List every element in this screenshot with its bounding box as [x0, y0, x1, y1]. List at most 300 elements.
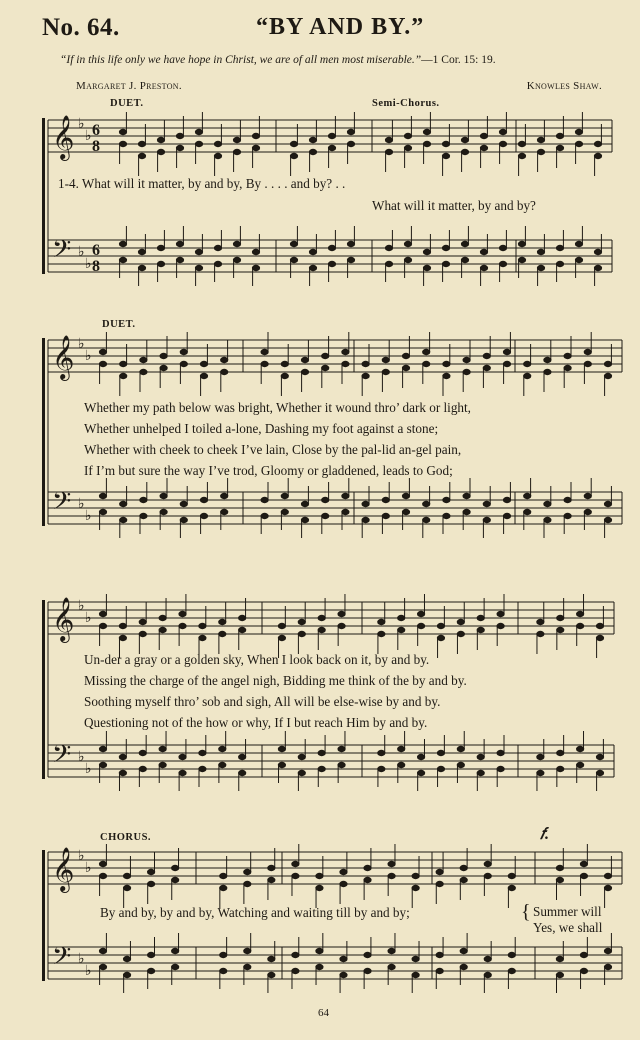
- note-head: [268, 865, 275, 870]
- note-head: [179, 770, 186, 775]
- note-head: [340, 869, 347, 874]
- dynamic-marking: 𝑓.: [540, 826, 549, 843]
- note-head: [596, 754, 603, 759]
- note-head: [278, 623, 285, 628]
- note-head: [322, 365, 329, 370]
- note-head: [423, 141, 430, 146]
- note-head: [537, 619, 544, 624]
- note-head: [301, 369, 308, 374]
- flat-icon: ♭: [78, 496, 85, 512]
- note-head: [120, 361, 127, 366]
- note-head: [292, 873, 299, 878]
- note-head: [584, 361, 591, 366]
- note-head: [316, 885, 323, 890]
- note-head: [604, 501, 611, 506]
- flat-icon: ♭: [85, 256, 92, 272]
- note-head: [604, 948, 611, 953]
- note-head: [503, 361, 510, 366]
- note-head: [362, 501, 369, 506]
- note-head: [214, 153, 221, 158]
- note-head: [172, 964, 179, 969]
- note-head: [220, 873, 227, 878]
- note-head: [442, 261, 449, 266]
- note-head: [460, 948, 467, 953]
- note-head: [139, 619, 146, 624]
- note-head: [179, 623, 186, 628]
- note-head: [508, 885, 515, 890]
- note-head: [378, 750, 385, 755]
- note-head: [261, 497, 268, 502]
- note-head: [316, 964, 323, 969]
- note-head: [180, 501, 187, 506]
- composer: Knowles Shaw.: [526, 80, 602, 92]
- note-head: [480, 249, 487, 254]
- note-head: [99, 493, 106, 498]
- note-head: [499, 129, 506, 134]
- note-head: [99, 509, 106, 514]
- note-head: [557, 766, 564, 771]
- note-head: [140, 369, 147, 374]
- note-head: [404, 241, 411, 246]
- time-signature-bottom: 8: [92, 258, 100, 275]
- epigraph-reference: —1 Cor. 15: 19.: [421, 54, 496, 66]
- note-head: [575, 257, 582, 262]
- note-head: [477, 754, 484, 759]
- label-duet-2: DUET.: [102, 319, 136, 330]
- note-head: [140, 513, 147, 518]
- lyric-system1-line2: What will it matter, by and by?: [372, 198, 536, 213]
- note-head: [423, 501, 430, 506]
- bass-clef-icon: 𝄢: [52, 942, 72, 977]
- note-head: [292, 861, 299, 866]
- note-head: [233, 257, 240, 262]
- note-head: [584, 493, 591, 498]
- note-head: [199, 635, 206, 640]
- note-head: [99, 861, 106, 866]
- note-head: [281, 361, 288, 366]
- note-head: [119, 623, 126, 628]
- note-head: [239, 627, 246, 632]
- note-head: [524, 509, 531, 514]
- note-head: [328, 133, 335, 138]
- note-head: [252, 249, 259, 254]
- note-head: [463, 493, 470, 498]
- note-head: [580, 873, 587, 878]
- lyric-system3-verse4: Questioning not of the how or why, If I but reach Him by and by.: [84, 715, 428, 730]
- note-head: [120, 517, 127, 522]
- note-head: [423, 249, 430, 254]
- note-head: [157, 245, 164, 250]
- note-head: [214, 261, 221, 266]
- flat-icon: ♭: [78, 116, 85, 132]
- note-head: [544, 369, 551, 374]
- note-head: [557, 627, 564, 632]
- note-head: [461, 257, 468, 262]
- bass-clef-icon: 𝄢: [52, 487, 72, 522]
- note-head: [292, 952, 299, 957]
- note-head: [99, 623, 106, 628]
- note-head: [268, 972, 275, 977]
- note-head: [244, 964, 251, 969]
- system-bracket: [42, 338, 45, 526]
- note-head: [219, 746, 226, 751]
- note-head: [157, 149, 164, 154]
- note-head: [138, 153, 145, 158]
- note-head: [219, 619, 226, 624]
- note-head: [261, 361, 268, 366]
- label-duet-1: DUET.: [110, 98, 144, 109]
- note-head: [239, 754, 246, 759]
- note-head: [244, 881, 251, 886]
- note-head: [221, 357, 228, 362]
- note-head: [342, 493, 349, 498]
- note-head: [518, 141, 525, 146]
- note-head: [318, 750, 325, 755]
- epigraph-text: “If in this life only we have hope in Christ, we are of all men most miserable.”: [60, 54, 422, 66]
- note-head: [461, 149, 468, 154]
- note-head: [290, 257, 297, 262]
- note-head: [221, 493, 228, 498]
- note-head: [537, 754, 544, 759]
- note-head: [483, 353, 490, 358]
- note-head: [338, 611, 345, 616]
- note-head: [195, 141, 202, 146]
- note-head: [119, 241, 126, 246]
- note-head: [508, 952, 515, 957]
- page-number: 64: [318, 1007, 329, 1019]
- flat-icon: ♭: [78, 244, 85, 260]
- note-head: [322, 513, 329, 518]
- note-head: [221, 509, 228, 514]
- note-head: [461, 137, 468, 142]
- note-head: [484, 972, 491, 977]
- flat-icon: ♭: [78, 598, 85, 614]
- note-head: [309, 149, 316, 154]
- lyric-system2-verse1: Whether my path below was bright, Whether it wound thro’ dark or light,: [84, 400, 471, 415]
- note-head: [457, 762, 464, 767]
- note-head: [564, 365, 571, 370]
- note-head: [575, 141, 582, 146]
- note-head: [160, 365, 167, 370]
- note-head: [388, 948, 395, 953]
- note-head: [220, 952, 227, 957]
- note-head: [298, 770, 305, 775]
- flat-icon: ♭: [85, 761, 92, 777]
- note-head: [596, 635, 603, 640]
- note-head: [342, 361, 349, 366]
- note-head: [147, 881, 154, 886]
- note-head: [596, 623, 603, 628]
- note-head: [123, 885, 130, 890]
- note-head: [292, 968, 299, 973]
- note-head: [347, 129, 354, 134]
- note-head: [503, 513, 510, 518]
- note-head: [537, 249, 544, 254]
- note-head: [172, 948, 179, 953]
- note-head: [347, 241, 354, 246]
- note-head: [484, 956, 491, 961]
- note-head: [301, 501, 308, 506]
- note-head: [388, 873, 395, 878]
- note-head: [99, 948, 106, 953]
- note-head: [338, 762, 345, 767]
- note-head: [362, 361, 369, 366]
- note-head: [423, 349, 430, 354]
- note-head: [594, 141, 601, 146]
- note-head: [139, 631, 146, 636]
- note-head: [180, 517, 187, 522]
- lyric-brace: {: [521, 901, 531, 923]
- note-head: [233, 241, 240, 246]
- note-head: [179, 754, 186, 759]
- treble-clef-icon: 𝄞: [52, 847, 75, 891]
- flat-icon: ♭: [85, 963, 92, 979]
- note-head: [437, 766, 444, 771]
- note-head: [378, 619, 385, 624]
- note-head: [457, 619, 464, 624]
- note-head: [537, 149, 544, 154]
- note-head: [342, 349, 349, 354]
- note-head: [398, 627, 405, 632]
- note-head: [385, 261, 392, 266]
- note-head: [157, 261, 164, 266]
- note-head: [239, 770, 246, 775]
- note-head: [119, 754, 126, 759]
- note-head: [200, 373, 207, 378]
- note-head: [199, 750, 206, 755]
- note-head: [423, 129, 430, 134]
- note-head: [176, 145, 183, 150]
- note-head: [220, 968, 227, 973]
- flat-icon: ♭: [78, 336, 85, 352]
- note-head: [378, 766, 385, 771]
- note-head: [497, 766, 504, 771]
- note-head: [214, 245, 221, 250]
- bass-clef-icon: 𝄢: [52, 235, 72, 270]
- note-head: [239, 615, 246, 620]
- note-head: [483, 501, 490, 506]
- note-head: [385, 245, 392, 250]
- note-head: [604, 517, 611, 522]
- note-head: [463, 357, 470, 362]
- note-head: [340, 956, 347, 961]
- note-head: [537, 770, 544, 775]
- note-head: [437, 623, 444, 628]
- note-head: [123, 956, 130, 961]
- lyric-system3-verse3: Soothing myself thro’ sob and sigh, All will be else-wise by and by.: [84, 694, 441, 709]
- note-head: [119, 635, 126, 640]
- flat-icon: ♭: [78, 848, 85, 864]
- note-head: [580, 968, 587, 973]
- note-head: [584, 509, 591, 514]
- note-head: [417, 623, 424, 628]
- note-head: [518, 257, 525, 262]
- note-head: [281, 373, 288, 378]
- note-head: [290, 141, 297, 146]
- note-head: [318, 627, 325, 632]
- note-head: [281, 509, 288, 514]
- note-head: [577, 611, 584, 616]
- note-head: [483, 365, 490, 370]
- note-head: [537, 265, 544, 270]
- note-head: [499, 245, 506, 250]
- note-head: [119, 129, 126, 134]
- note-head: [423, 517, 430, 522]
- note-head: [233, 137, 240, 142]
- note-head: [557, 750, 564, 755]
- note-head: [480, 265, 487, 270]
- treble-clef-icon: 𝄞: [52, 115, 75, 159]
- time-signature-top: 6: [92, 242, 100, 259]
- note-head: [120, 501, 127, 506]
- note-head: [442, 245, 449, 250]
- note-head: [556, 261, 563, 266]
- note-head: [160, 509, 167, 514]
- note-head: [508, 873, 515, 878]
- label-semi-chorus: Semi-Chorus.: [372, 98, 440, 109]
- note-head: [382, 357, 389, 362]
- hymn-number: No. 64.: [42, 14, 120, 41]
- note-head: [176, 241, 183, 246]
- note-head: [461, 241, 468, 246]
- note-head: [544, 517, 551, 522]
- note-head: [120, 373, 127, 378]
- lyric-system1-line1: 1-4. What will it matter, by and by, By . . . . and by? . .: [58, 176, 346, 191]
- note-head: [436, 869, 443, 874]
- note-head: [584, 349, 591, 354]
- note-head: [556, 245, 563, 250]
- note-head: [278, 762, 285, 767]
- note-head: [221, 369, 228, 374]
- note-head: [436, 881, 443, 886]
- lyric-system2-verse3: Whether with cheek to cheek I’ve lain, Close by the pal-lid an-gel pain,: [84, 442, 462, 457]
- note-head: [604, 964, 611, 969]
- note-head: [322, 497, 329, 502]
- note-head: [290, 241, 297, 246]
- note-head: [537, 631, 544, 636]
- note-head: [252, 265, 259, 270]
- note-head: [119, 141, 126, 146]
- note-head: [402, 365, 409, 370]
- time-signature-top: 6: [92, 122, 100, 139]
- flat-icon: ♭: [78, 749, 85, 765]
- note-head: [147, 952, 154, 957]
- note-head: [398, 615, 405, 620]
- note-head: [457, 631, 464, 636]
- note-head: [138, 265, 145, 270]
- note-head: [402, 353, 409, 358]
- note-head: [443, 361, 450, 366]
- note-head: [309, 137, 316, 142]
- flat-icon: ♭: [85, 348, 92, 364]
- note-head: [157, 137, 164, 142]
- label-chorus: CHORUS.: [100, 832, 152, 843]
- note-head: [518, 241, 525, 246]
- note-head: [460, 877, 467, 882]
- note-head: [575, 129, 582, 134]
- note-head: [147, 968, 154, 973]
- note-head: [298, 754, 305, 759]
- note-head: [604, 885, 611, 890]
- flat-icon: ♭: [85, 508, 92, 524]
- note-head: [281, 493, 288, 498]
- flat-icon: ♭: [85, 610, 92, 626]
- note-head: [159, 762, 166, 767]
- note-head: [564, 497, 571, 502]
- note-head: [159, 615, 166, 620]
- note-head: [382, 369, 389, 374]
- note-head: [119, 770, 126, 775]
- note-head: [340, 972, 347, 977]
- note-head: [412, 972, 419, 977]
- note-head: [575, 241, 582, 246]
- note-head: [437, 635, 444, 640]
- note-head: [417, 611, 424, 616]
- note-head: [443, 497, 450, 502]
- note-head: [385, 149, 392, 154]
- note-head: [244, 948, 251, 953]
- note-head: [200, 513, 207, 518]
- note-head: [301, 517, 308, 522]
- note-head: [544, 357, 551, 362]
- note-head: [219, 631, 226, 636]
- note-head: [594, 249, 601, 254]
- note-head: [398, 746, 405, 751]
- note-head: [200, 497, 207, 502]
- note-head: [457, 746, 464, 751]
- system-bracket: [42, 850, 45, 981]
- note-head: [556, 877, 563, 882]
- note-head: [484, 861, 491, 866]
- note-head: [172, 877, 179, 882]
- note-head: [544, 501, 551, 506]
- note-head: [398, 762, 405, 767]
- note-head: [402, 509, 409, 514]
- note-head: [483, 517, 490, 522]
- note-head: [199, 623, 206, 628]
- note-head: [99, 762, 106, 767]
- lyric-system3-verse2: Missing the charge of the angel nigh, Bidding me think of the by and by.: [84, 673, 467, 688]
- note-head: [338, 746, 345, 751]
- note-head: [577, 746, 584, 751]
- note-head: [301, 357, 308, 362]
- note-head: [497, 611, 504, 616]
- note-head: [382, 497, 389, 502]
- note-head: [244, 869, 251, 874]
- note-head: [347, 257, 354, 262]
- note-head: [594, 153, 601, 158]
- note-head: [195, 129, 202, 134]
- note-head: [436, 968, 443, 973]
- note-head: [322, 353, 329, 358]
- note-head: [99, 746, 106, 751]
- note-head: [318, 615, 325, 620]
- note-head: [140, 497, 147, 502]
- note-head: [443, 513, 450, 518]
- note-head: [278, 746, 285, 751]
- note-head: [214, 141, 221, 146]
- note-head: [139, 766, 146, 771]
- note-head: [176, 257, 183, 262]
- note-head: [556, 956, 563, 961]
- note-head: [594, 265, 601, 270]
- note-head: [328, 261, 335, 266]
- note-head: [176, 133, 183, 138]
- note-head: [463, 369, 470, 374]
- note-head: [159, 746, 166, 751]
- note-head: [503, 349, 510, 354]
- note-head: [99, 611, 106, 616]
